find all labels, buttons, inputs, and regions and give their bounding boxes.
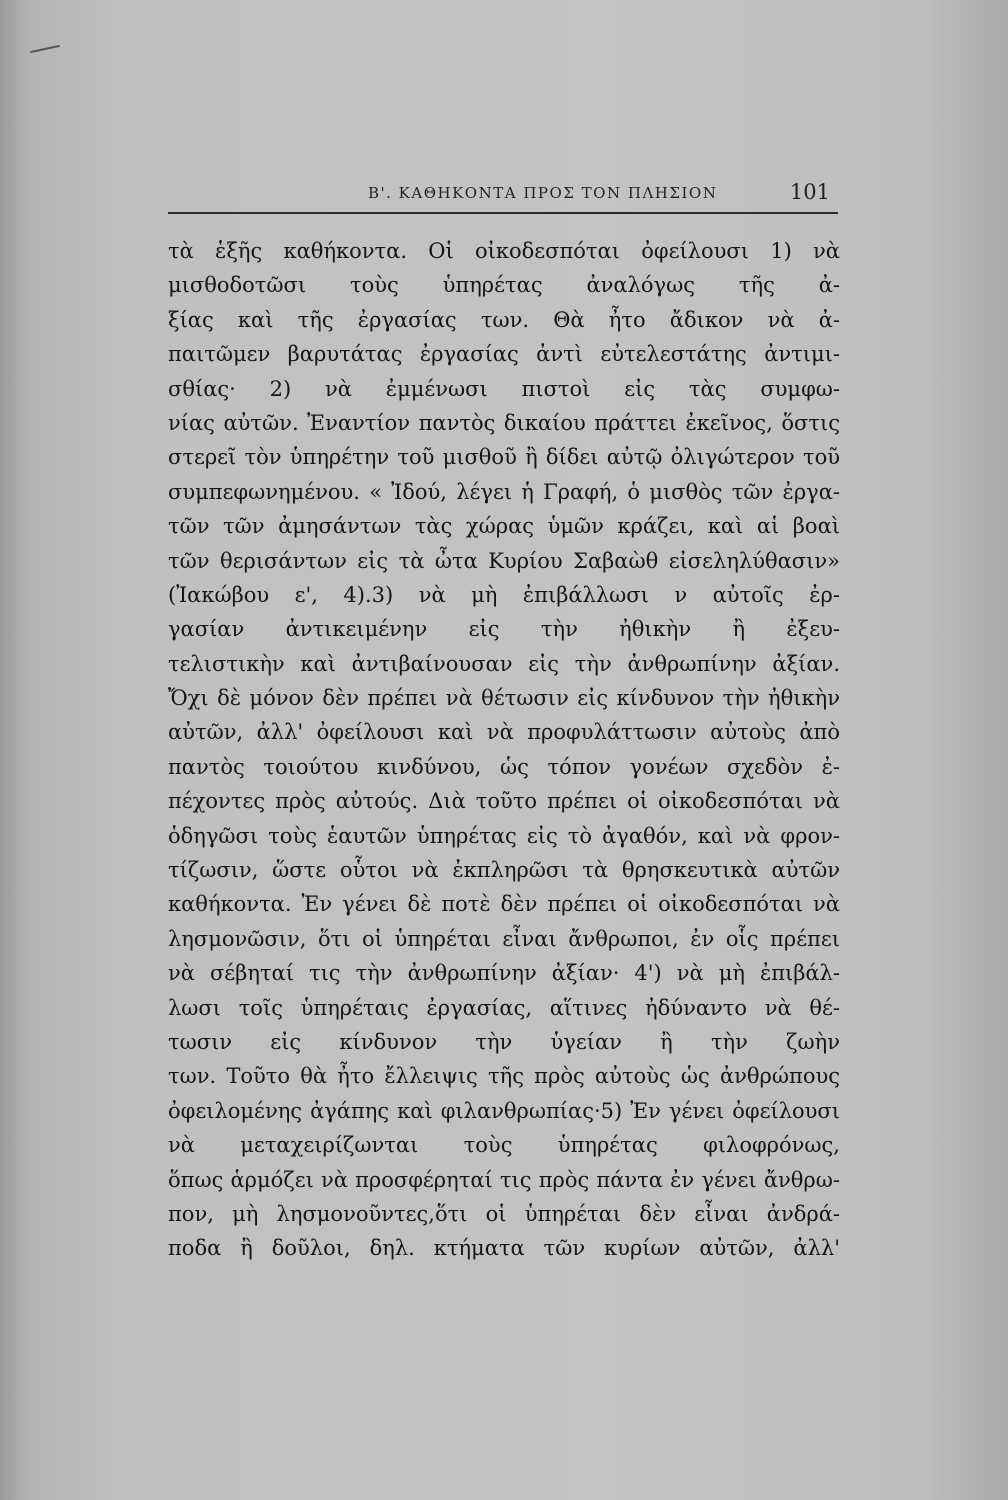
- text-line: σθίας· 2) νὰ ἐμμένωσι πιστοὶ εἰς τὰς συμφω-: [168, 376, 840, 401]
- page-header: [168, 178, 838, 214]
- text-line: καθήκοντα. Ἐν γένει δὲ ποτὲ δὲν πρέπει οἱ οἰκοδεσπόται νὰ: [168, 892, 840, 917]
- text-line: μισθοδοτῶσι τοὺς ὑπηρέτας ἀναλόγως τῆς ἀ-: [168, 273, 840, 298]
- text-line: τῶν θερισάντων εἰς τὰ ὦτα Κυρίου Σαβαὼθ εἰσεληλύθασιν»: [168, 548, 840, 573]
- text-line: ὅπως ἁρμόζει νὰ προσφέρηταί τις πρὸς πάντα ἐν γένει ἄνθρω-: [168, 1167, 840, 1192]
- text-line: στερεῖ τὸν ὑπηρέτην τοῦ μισθοῦ ἢ δίδει αὐτῷ ὀλιγώτερον τοῦ: [168, 445, 840, 470]
- text-line: Ὄχι δὲ μόνον δὲν πρέπει νὰ θέτωσιν εἰς κίνδυνον τὴν ἠθικὴν: [168, 686, 840, 711]
- text-line: συμπεφωνημένου. « Ἰδού, λέγει ἡ Γραφή, ὁ μισθὸς τῶν ἐργα-: [168, 479, 840, 504]
- text-line: αὐτῶν, ἀλλ' ὀφείλουσι καὶ νὰ προφυλάττωσιν αὐτοὺς ἀπὸ: [168, 720, 840, 745]
- text-line: πέχοντες πρὸς αὐτούς. Διὰ τοῦτο πρέπει οἱ οἰκοδεσπόται νὰ: [168, 789, 840, 814]
- page-fold-mark: [30, 45, 60, 53]
- text-line: ξίας καὶ τῆς ἐργασίας των. Θὰ ἦτο ἄδικον νὰ ἀ-: [168, 307, 840, 332]
- text-line: πον, μὴ λησμονοῦντες,ὅτι οἱ ὑπηρέται δὲν εἶναι ἀνδρά-: [168, 1201, 840, 1226]
- text-line: (Ἰακώβου ε', 4).3) νὰ μὴ ἐπιβάλλωσι ν αὐτοῖς ἐρ-: [168, 582, 840, 607]
- text-line: παντὸς τοιούτου κινδύνου, ὡς τόπον γονέων σχεδὸν ἐ-: [168, 754, 840, 779]
- running-head: Β'. ΚΑΘΗΚΟΝΤΑ ΠΡΟΣ ΤΟΝ ΠΛΗΣΙΟΝ: [368, 184, 718, 202]
- page-number: 101: [789, 180, 830, 204]
- text-line: νίας αὐτῶν. Ἐναντίον παντὸς δικαίου πράττει ἐκεῖνος, ὅστις: [168, 410, 840, 435]
- text-line: νὰ σέβηταί τις τὴν ἀνθρωπίνην ἀξίαν· 4') νὰ μὴ ἐπιβάλ-: [168, 961, 840, 986]
- text-line: παιτῶμεν βαρυτάτας ἐργασίας ἀντὶ εὐτελεστάτης ἀντιμι-: [168, 342, 840, 367]
- text-line: τίζωσιν, ὥστε οὗτοι νὰ ἐκπληρῶσι τὰ θρησκευτικὰ αὐτῶν: [168, 858, 840, 883]
- text-line: λησμονῶσιν, ὅτι οἱ ὑπηρέται εἶναι ἄνθρωποι, ἐν οἷς πρέπει: [168, 926, 840, 951]
- text-line: ὁδηγῶσι τοὺς ἑαυτῶν ὑπηρέτας εἰς τὸ ἀγαθόν, καὶ νὰ φρον-: [168, 823, 840, 848]
- text-line: τῶν τῶν ἀμησάντων τὰς χώρας ὑμῶν κράζει, καὶ αἱ βοαὶ: [168, 514, 840, 539]
- text-line: τὰ ἑξῆς καθήκοντα. Οἱ οἰκοδεσπόται ὀφείλουσι 1) νὰ: [168, 239, 840, 263]
- body-text: [168, 234, 840, 1266]
- text-line: τωσιν εἰς κίνδυνον τὴν ὑγείαν ἢ τὴν ζωὴν: [168, 1029, 840, 1054]
- text-line: των. Τοῦτο θὰ ἦτο ἔλλειψις τῆς πρὸς αὐτοὺς ὡς ἀνθρώπους: [168, 1064, 840, 1089]
- text-line: νὰ μεταχειρίζωνται τοὺς ὑπηρέτας φιλοφρόνως,: [168, 1133, 840, 1158]
- text-line: λωσι τοῖς ὑπηρέταις ἐργασίας, αἵτινες ἠδύναντο νὰ θέ-: [168, 995, 840, 1020]
- text-line: γασίαν ἀντικειμένην εἰς τὴν ἠθικὴν ἢ ἐξευ-: [168, 617, 840, 642]
- text-line: ὀφειλομένης ἀγάπης καὶ φιλανθρωπίας·5) Ἐν γένει ὀφείλουσι: [168, 1098, 840, 1123]
- text-line: ποδα ἢ δοῦλοι, δηλ. κτήματα τῶν κυρίων αὐτῶν, ἀλλ': [168, 1236, 840, 1261]
- text-line: τελιστικὴν καὶ ἀντιβαίνουσαν εἰς τὴν ἀνθρωπίνην ἀξίαν.: [168, 651, 840, 676]
